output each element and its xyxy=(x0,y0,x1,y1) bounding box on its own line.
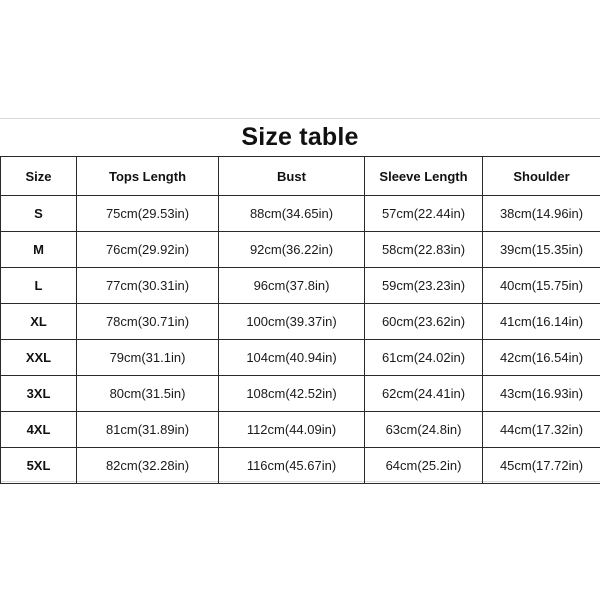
shoulder-cell: 43cm(16.93in) xyxy=(483,376,600,412)
bust-cell: 104cm(40.94in) xyxy=(219,340,365,376)
column-header-tops-length: Tops Length xyxy=(77,157,219,196)
table-row xyxy=(1,232,600,268)
tops-length-cell: 75cm(29.53in) xyxy=(77,196,219,232)
size-chart-sheet xyxy=(0,118,600,482)
bust-cell: 112cm(44.09in) xyxy=(219,412,365,448)
sleeve-length-cell: 57cm(22.44in) xyxy=(365,196,483,232)
sleeve-length-cell: 58cm(22.83in) xyxy=(365,232,483,268)
bust-cell: 116cm(45.67in) xyxy=(219,448,365,484)
shoulder-cell: 42cm(16.54in) xyxy=(483,340,600,376)
table-row xyxy=(1,304,600,340)
table-row xyxy=(1,268,600,304)
shoulder-cell: 41cm(16.14in) xyxy=(483,304,600,340)
sleeve-length-cell: 63cm(24.8in) xyxy=(365,412,483,448)
shoulder-cell: 38cm(14.96in) xyxy=(483,196,600,232)
table-row xyxy=(1,196,600,232)
sleeve-length-cell: 61cm(24.02in) xyxy=(365,340,483,376)
shoulder-cell: 40cm(15.75in) xyxy=(483,268,600,304)
table-row xyxy=(1,412,600,448)
bust-cell: 96cm(37.8in) xyxy=(219,268,365,304)
column-header-bust: Bust xyxy=(219,157,365,196)
tops-length-cell: 82cm(32.28in) xyxy=(77,448,219,484)
size-cell: 5XL xyxy=(1,448,77,484)
size-cell: L xyxy=(1,268,77,304)
size-cell: XL xyxy=(1,304,77,340)
column-header-size: Size xyxy=(1,157,77,196)
size-cell: S xyxy=(1,196,77,232)
bust-cell: 108cm(42.52in) xyxy=(219,376,365,412)
tops-length-cell: 80cm(31.5in) xyxy=(77,376,219,412)
table-row xyxy=(1,376,600,412)
tops-length-cell: 78cm(30.71in) xyxy=(77,304,219,340)
tops-length-cell: 77cm(30.31in) xyxy=(77,268,219,304)
shoulder-cell: 45cm(17.72in) xyxy=(483,448,600,484)
size-cell: 3XL xyxy=(1,376,77,412)
page-title: Size table xyxy=(241,123,359,151)
shoulder-cell: 39cm(15.35in) xyxy=(483,232,600,268)
shoulder-cell: 44cm(17.32in) xyxy=(483,412,600,448)
column-header-shoulder: Shoulder xyxy=(483,157,600,196)
sleeve-length-cell: 60cm(23.62in) xyxy=(365,304,483,340)
table-row xyxy=(1,340,600,376)
sleeve-length-cell: 62cm(24.41in) xyxy=(365,376,483,412)
bust-cell: 88cm(34.65in) xyxy=(219,196,365,232)
size-cell: 4XL xyxy=(1,412,77,448)
tops-length-cell: 76cm(29.92in) xyxy=(77,232,219,268)
bust-cell: 92cm(36.22in) xyxy=(219,232,365,268)
size-table xyxy=(0,156,600,484)
sleeve-length-cell: 64cm(25.2in) xyxy=(365,448,483,484)
table-row xyxy=(1,448,600,484)
tops-length-cell: 79cm(31.1in) xyxy=(77,340,219,376)
bust-cell: 100cm(39.37in) xyxy=(219,304,365,340)
size-cell: M xyxy=(1,232,77,268)
size-cell: XXL xyxy=(1,340,77,376)
tops-length-cell: 81cm(31.89in) xyxy=(77,412,219,448)
sleeve-length-cell: 59cm(23.23in) xyxy=(365,268,483,304)
table-header-row xyxy=(1,157,600,196)
column-header-sleeve-length: Sleeve Length xyxy=(365,157,483,196)
